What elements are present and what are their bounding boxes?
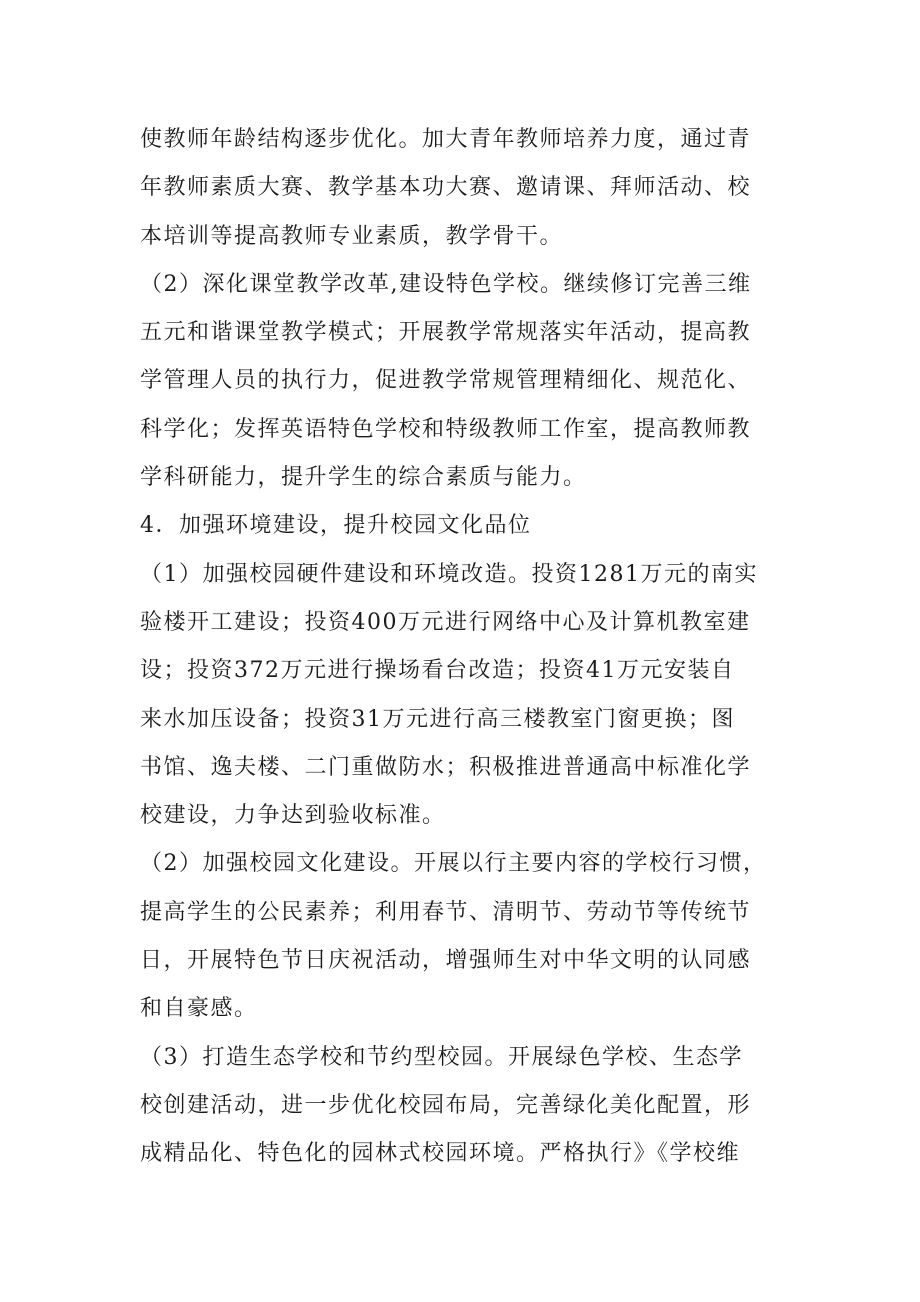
text-line: 验楼开工建设；投资400万元进行网络中心及计算机教室建	[140, 609, 751, 635]
text-line: 书馆、逸夫楼、二门重做防水；积极推进普通高中标准化学	[140, 754, 752, 780]
text-line: 和自豪感。	[140, 996, 258, 1022]
text-line: 五元和谐课堂教学模式；开展教学常规落实年活动，提高教	[140, 320, 752, 346]
text-line: 设；投资372万元进行操场看台改造；投资41万元安装自	[140, 658, 735, 684]
text-line: 使教师年龄结构逐步优化。加大青年教师培养力度，通过青	[140, 127, 752, 152]
text-line: （2）加强校园文化建设。开展以行主要内容的学校行习惯，	[140, 851, 767, 877]
text-line: （3）打造生态学校和节约型校园。开展绿色学校、生态学	[140, 1044, 743, 1070]
text-line: （1）加强校园硬件建设和环境改造。投资1281万元的南实	[140, 561, 758, 587]
text-line: 成精品化、特色化的园林式校园环境。严格执行》《学校维	[140, 1141, 741, 1167]
text-line: 科学化；发挥英语特色学校和特级教师工作室，提高教师教	[140, 416, 752, 442]
text-line: 学管理人员的执行力，促进教学常规管理精细化、规范化、	[140, 368, 752, 394]
section-heading: 4．加强环境建设，提升校园文化品位	[140, 513, 532, 539]
text-line: 年教师素质大赛、教学基本功大赛、邀请课、拜师活动、校	[140, 175, 752, 201]
text-line: （2）深化课堂教学改革,建设特色学校。继续修订完善三维	[140, 271, 752, 297]
text-line: 学科研能力，提升学生的综合素质与能力。	[140, 465, 587, 491]
text-line: 校建设，力争达到验收标准。	[140, 803, 446, 829]
text-line: 日，开展特色节日庆祝活动，增强师生对中华文明的认同感	[140, 948, 752, 974]
text-line: 校创建活动，进一步优化校园布局，完善绿化美化配置，形	[140, 1092, 752, 1118]
document-body	[140, 116, 800, 1179]
text-line: 来水加压设备；投资31万元进行高三楼教室门窗更换；图	[140, 706, 735, 732]
text-line: 本培训等提高教师专业素质，教学骨干。	[140, 223, 564, 249]
text-line: 提高学生的公民素养；利用春节、清明节、劳动节等传统节	[140, 899, 752, 925]
